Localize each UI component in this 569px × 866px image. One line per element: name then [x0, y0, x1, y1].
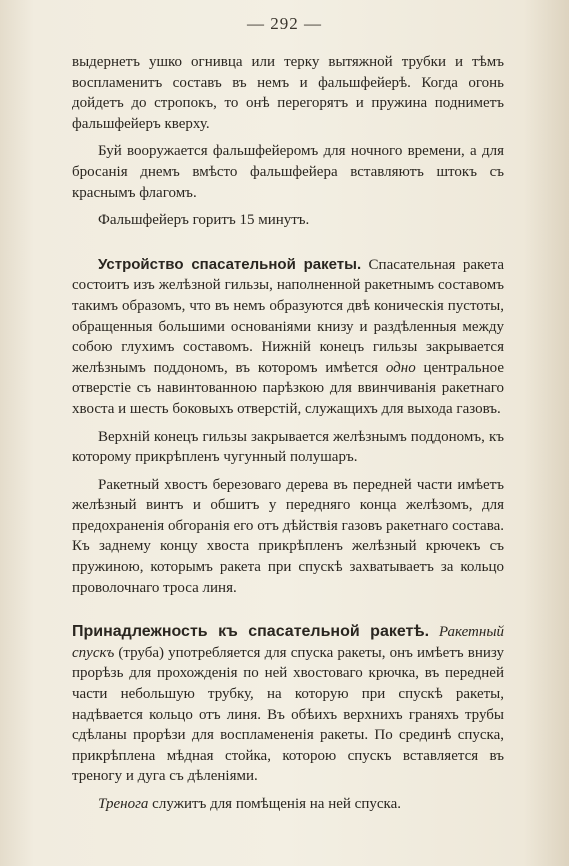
paragraph-tripod	[72, 794, 504, 815]
paragraph-text: служитъ для помѣщенія на ней спуска.	[148, 796, 401, 812]
paragraph-text: (труба) употребляется для спуска ракеты, онъ имѣетъ внизу прорѣзь для прохожденія по ней хвостоваго крючка, въ передней части небольшую трубку, на которую при спускѣ ракеты, надѣвается кольцо отъ линя. Въ обѣихъ верхнихъ граняхъ трубы сдѣланы прорѣзи для воспламененія ракеты. По срединѣ спуска, прикрѣплена мѣдная стойка, которою спускъ вставляется въ треногу и дуга съ дѣленіями.	[72, 644, 504, 785]
paragraph-rocket-tail: Ракетный хвостъ березоваго дерева въ передней части имѣетъ желѣзный винтъ и обшитъ у передняго конца желѣзомъ, для предохраненія обгоранія его отъ дѣйствія газовъ ракетнаго состава. Къ заднему концу хвоста прикрѣпленъ желѣзный крючекъ съ пружиною, которымъ ракета при спускѣ захватываетъ за кольцо проволочнаго троса линя.	[72, 476, 504, 596]
paragraph-fuse: выдернетъ ушко огнивца или терку вытяжной трубки и тѣмъ воспламенитъ составъ въ немъ и фальшфейерѣ. Когда огонь дойдетъ до стропокъ, то онѣ перегорятъ и пружина подниметъ фальшфейеръ кверху.	[72, 54, 504, 132]
paragraph-text: центральное отверстіе съ навинтованною парѣзкою для ввинчиванія ракетнаго хвоста и шесть боковыхъ отверстій, служащихъ для выхода газовъ.	[72, 359, 504, 417]
emphasis-text: Тренога	[98, 796, 149, 812]
paragraph-upper-end: Верхній конецъ гильзы закрывается желѣзнымъ поддономъ, къ которому прикрѣпленъ чугунный полушаръ.	[72, 428, 504, 466]
section-heading-rocket-construction: Устройство спасательной ракеты.	[98, 255, 362, 273]
emphasis-text: Ракетный спускъ	[72, 624, 504, 661]
paragraph-burn-time: Фальшфейеръ горитъ 15 минутъ.	[98, 212, 310, 229]
paragraph-text: Спасательная ракета состоитъ изъ желѣзной гильзы, наполненной ракетнымъ составомъ такимъ образомъ, что въ немъ образуются двѣ коническія пустоты, обращенныя большими основаніями книзу и раздѣленныя между собою глухимъ составомъ. Нижній конецъ гильзы закрывается желѣзнымъ поддономъ, въ которомъ имѣется	[72, 256, 504, 376]
page-body	[72, 52, 504, 815]
page-number: — 292 —	[247, 14, 322, 33]
paragraph-rocket-accessory	[72, 622, 504, 787]
paragraph-rocket-construction	[72, 255, 504, 420]
section-heading-rocket-accessory: Принадлежность къ спасательной ракетѣ.	[72, 623, 430, 641]
paragraph-buoy-armament: Буй вооружается фальшфейеромъ для ночного времени, а для бросанія днемъ вмѣсто фальшфейера вставляютъ штокъ съ краснымъ флагомъ.	[72, 143, 504, 201]
emphasis-text: одно	[385, 359, 416, 376]
